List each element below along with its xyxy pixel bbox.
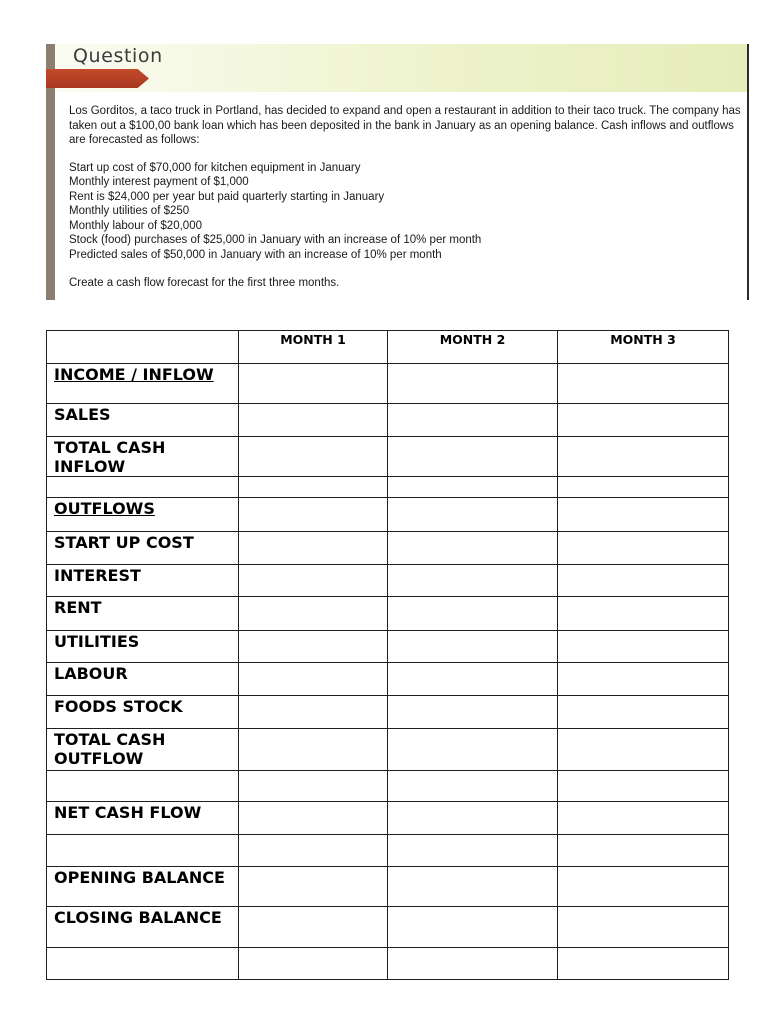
header-row — [47, 331, 729, 364]
month-3-cell[interactable] — [558, 729, 729, 771]
month-3-cell[interactable] — [558, 948, 729, 980]
month-1-cell[interactable] — [239, 404, 388, 437]
row-label-rent: RENT — [47, 597, 239, 631]
question-body — [69, 104, 753, 291]
row-label-foods-stock: FOODS STOCK — [47, 696, 239, 729]
row-label-closing-balance: CLOSING BALANCE — [47, 907, 239, 948]
month-3-cell[interactable] — [558, 532, 729, 565]
question-item: Rent is $24,000 per year but paid quarterly starting in January — [69, 190, 385, 203]
title-accent-arrow — [46, 69, 149, 88]
month-2-cell[interactable] — [388, 597, 558, 631]
month-3-cell[interactable] — [558, 404, 729, 437]
month-2-cell[interactable] — [388, 565, 558, 597]
table-row — [47, 696, 729, 729]
month-1-cell[interactable] — [239, 771, 388, 802]
month-1-cell[interactable] — [239, 907, 388, 948]
question-intro: Los Gorditos, a taco truck in Portland, has decided to expand and open a restaurant in addition to their taco truck. The company has taken out a $100,00 bank loan which has been deposited in the bank in January as an opening balance. Cash inflows and outflows are forecasted as follows: — [69, 105, 741, 146]
table-row — [47, 532, 729, 565]
month-2-cell[interactable] — [388, 631, 558, 663]
question-item: Stock (food) purchases of $25,000 in January with an increase of 10% per month — [69, 234, 482, 246]
row-label-blank — [47, 771, 239, 802]
month-3-cell[interactable] — [558, 597, 729, 631]
month-2-cell[interactable] — [388, 477, 558, 498]
row-label-total-cash-outflow: TOTAL CASH OUTFLOW — [47, 729, 239, 771]
month-2-cell[interactable] — [388, 532, 558, 565]
month-1-cell[interactable] — [239, 631, 388, 663]
month-1-cell[interactable] — [239, 498, 388, 532]
row-label-labour: LABOUR — [47, 663, 239, 696]
month-2-cell[interactable] — [388, 867, 558, 907]
month-1-cell[interactable] — [239, 597, 388, 631]
row-label-sales: SALES — [47, 404, 239, 437]
table-row — [47, 729, 729, 771]
month-3-cell[interactable] — [558, 907, 729, 948]
row-label-blank — [47, 948, 239, 980]
table-row — [47, 802, 729, 835]
row-label-start-up-cost: START UP COST — [47, 532, 239, 565]
table-row — [47, 907, 729, 948]
table-row — [47, 437, 729, 477]
table-row — [47, 404, 729, 437]
month-2-cell[interactable] — [388, 498, 558, 532]
month-2-cell[interactable] — [388, 771, 558, 802]
table-row — [47, 565, 729, 597]
month-2-cell[interactable] — [388, 907, 558, 948]
table-row — [47, 867, 729, 907]
row-label-income-inflow: INCOME / INFLOW — [47, 364, 239, 404]
table-row — [47, 477, 729, 498]
month-3-cell[interactable] — [558, 835, 729, 867]
header-blank-cell — [47, 331, 239, 364]
month-1-cell[interactable] — [239, 437, 388, 477]
month-2-cell[interactable] — [388, 835, 558, 867]
month-3-cell[interactable] — [558, 364, 729, 404]
month-3-cell[interactable] — [558, 771, 729, 802]
question-item: Predicted sales of $50,000 in January with an increase of 10% per month — [69, 248, 442, 261]
row-label-opening-balance: OPENING BALANCE — [47, 867, 239, 907]
table-row — [47, 631, 729, 663]
month-1-cell[interactable] — [239, 532, 388, 565]
table-row — [47, 364, 729, 404]
question-title: Question — [73, 45, 163, 67]
header-month-1: MONTH 1 — [239, 331, 388, 364]
month-1-cell[interactable] — [239, 477, 388, 498]
question-item: Monthly utilities of $250 — [69, 205, 190, 217]
month-3-cell[interactable] — [558, 631, 729, 663]
month-1-cell[interactable] — [239, 663, 388, 696]
table-row — [47, 948, 729, 980]
table-row — [47, 498, 729, 532]
month-3-cell[interactable] — [558, 477, 729, 498]
month-3-cell[interactable] — [558, 437, 729, 477]
month-1-cell[interactable] — [239, 802, 388, 835]
question-box — [46, 44, 749, 300]
question-item: Monthly labour of $20,000 — [69, 219, 202, 232]
month-3-cell[interactable] — [558, 663, 729, 696]
table-row — [47, 835, 729, 867]
month-1-cell[interactable] — [239, 948, 388, 980]
header-month-2: MONTH 2 — [388, 331, 558, 364]
month-3-cell[interactable] — [558, 565, 729, 597]
month-2-cell[interactable] — [388, 437, 558, 477]
question-header — [55, 44, 747, 92]
month-2-cell[interactable] — [388, 696, 558, 729]
cash-flow-table — [46, 330, 729, 980]
month-1-cell[interactable] — [239, 867, 388, 907]
month-1-cell[interactable] — [239, 364, 388, 404]
table-row — [47, 597, 729, 631]
month-1-cell[interactable] — [239, 565, 388, 597]
month-3-cell[interactable] — [558, 867, 729, 907]
month-2-cell[interactable] — [388, 364, 558, 404]
month-2-cell[interactable] — [388, 802, 558, 835]
table-row — [47, 663, 729, 696]
question-item: Start up cost of $70,000 for kitchen equipment in January — [69, 161, 361, 174]
table-row — [47, 771, 729, 802]
month-2-cell[interactable] — [388, 663, 558, 696]
row-label-blank — [47, 835, 239, 867]
month-1-cell[interactable] — [239, 835, 388, 867]
question-task: Create a cash flow forecast for the first three months. — [69, 277, 340, 289]
question-item: Monthly interest payment of $1,000 — [69, 176, 249, 188]
month-2-cell[interactable] — [388, 729, 558, 771]
month-3-cell[interactable] — [558, 696, 729, 729]
header-month-3: MONTH 3 — [558, 331, 729, 364]
row-label-net-cash-flow: NET CASH FLOW — [47, 802, 239, 835]
row-label-outflows: OUTFLOWS — [47, 498, 239, 532]
month-1-cell[interactable] — [239, 696, 388, 729]
row-label-total-cash-inflow: TOTAL CASH INFLOW — [47, 437, 239, 477]
month-2-cell[interactable] — [388, 948, 558, 980]
row-label-utilities: UTILITIES — [47, 631, 239, 663]
month-1-cell[interactable] — [239, 729, 388, 771]
row-label-interest: INTEREST — [47, 565, 239, 597]
month-3-cell[interactable] — [558, 498, 729, 532]
row-label-blank — [47, 477, 239, 498]
month-3-cell[interactable] — [558, 802, 729, 835]
month-2-cell[interactable] — [388, 404, 558, 437]
